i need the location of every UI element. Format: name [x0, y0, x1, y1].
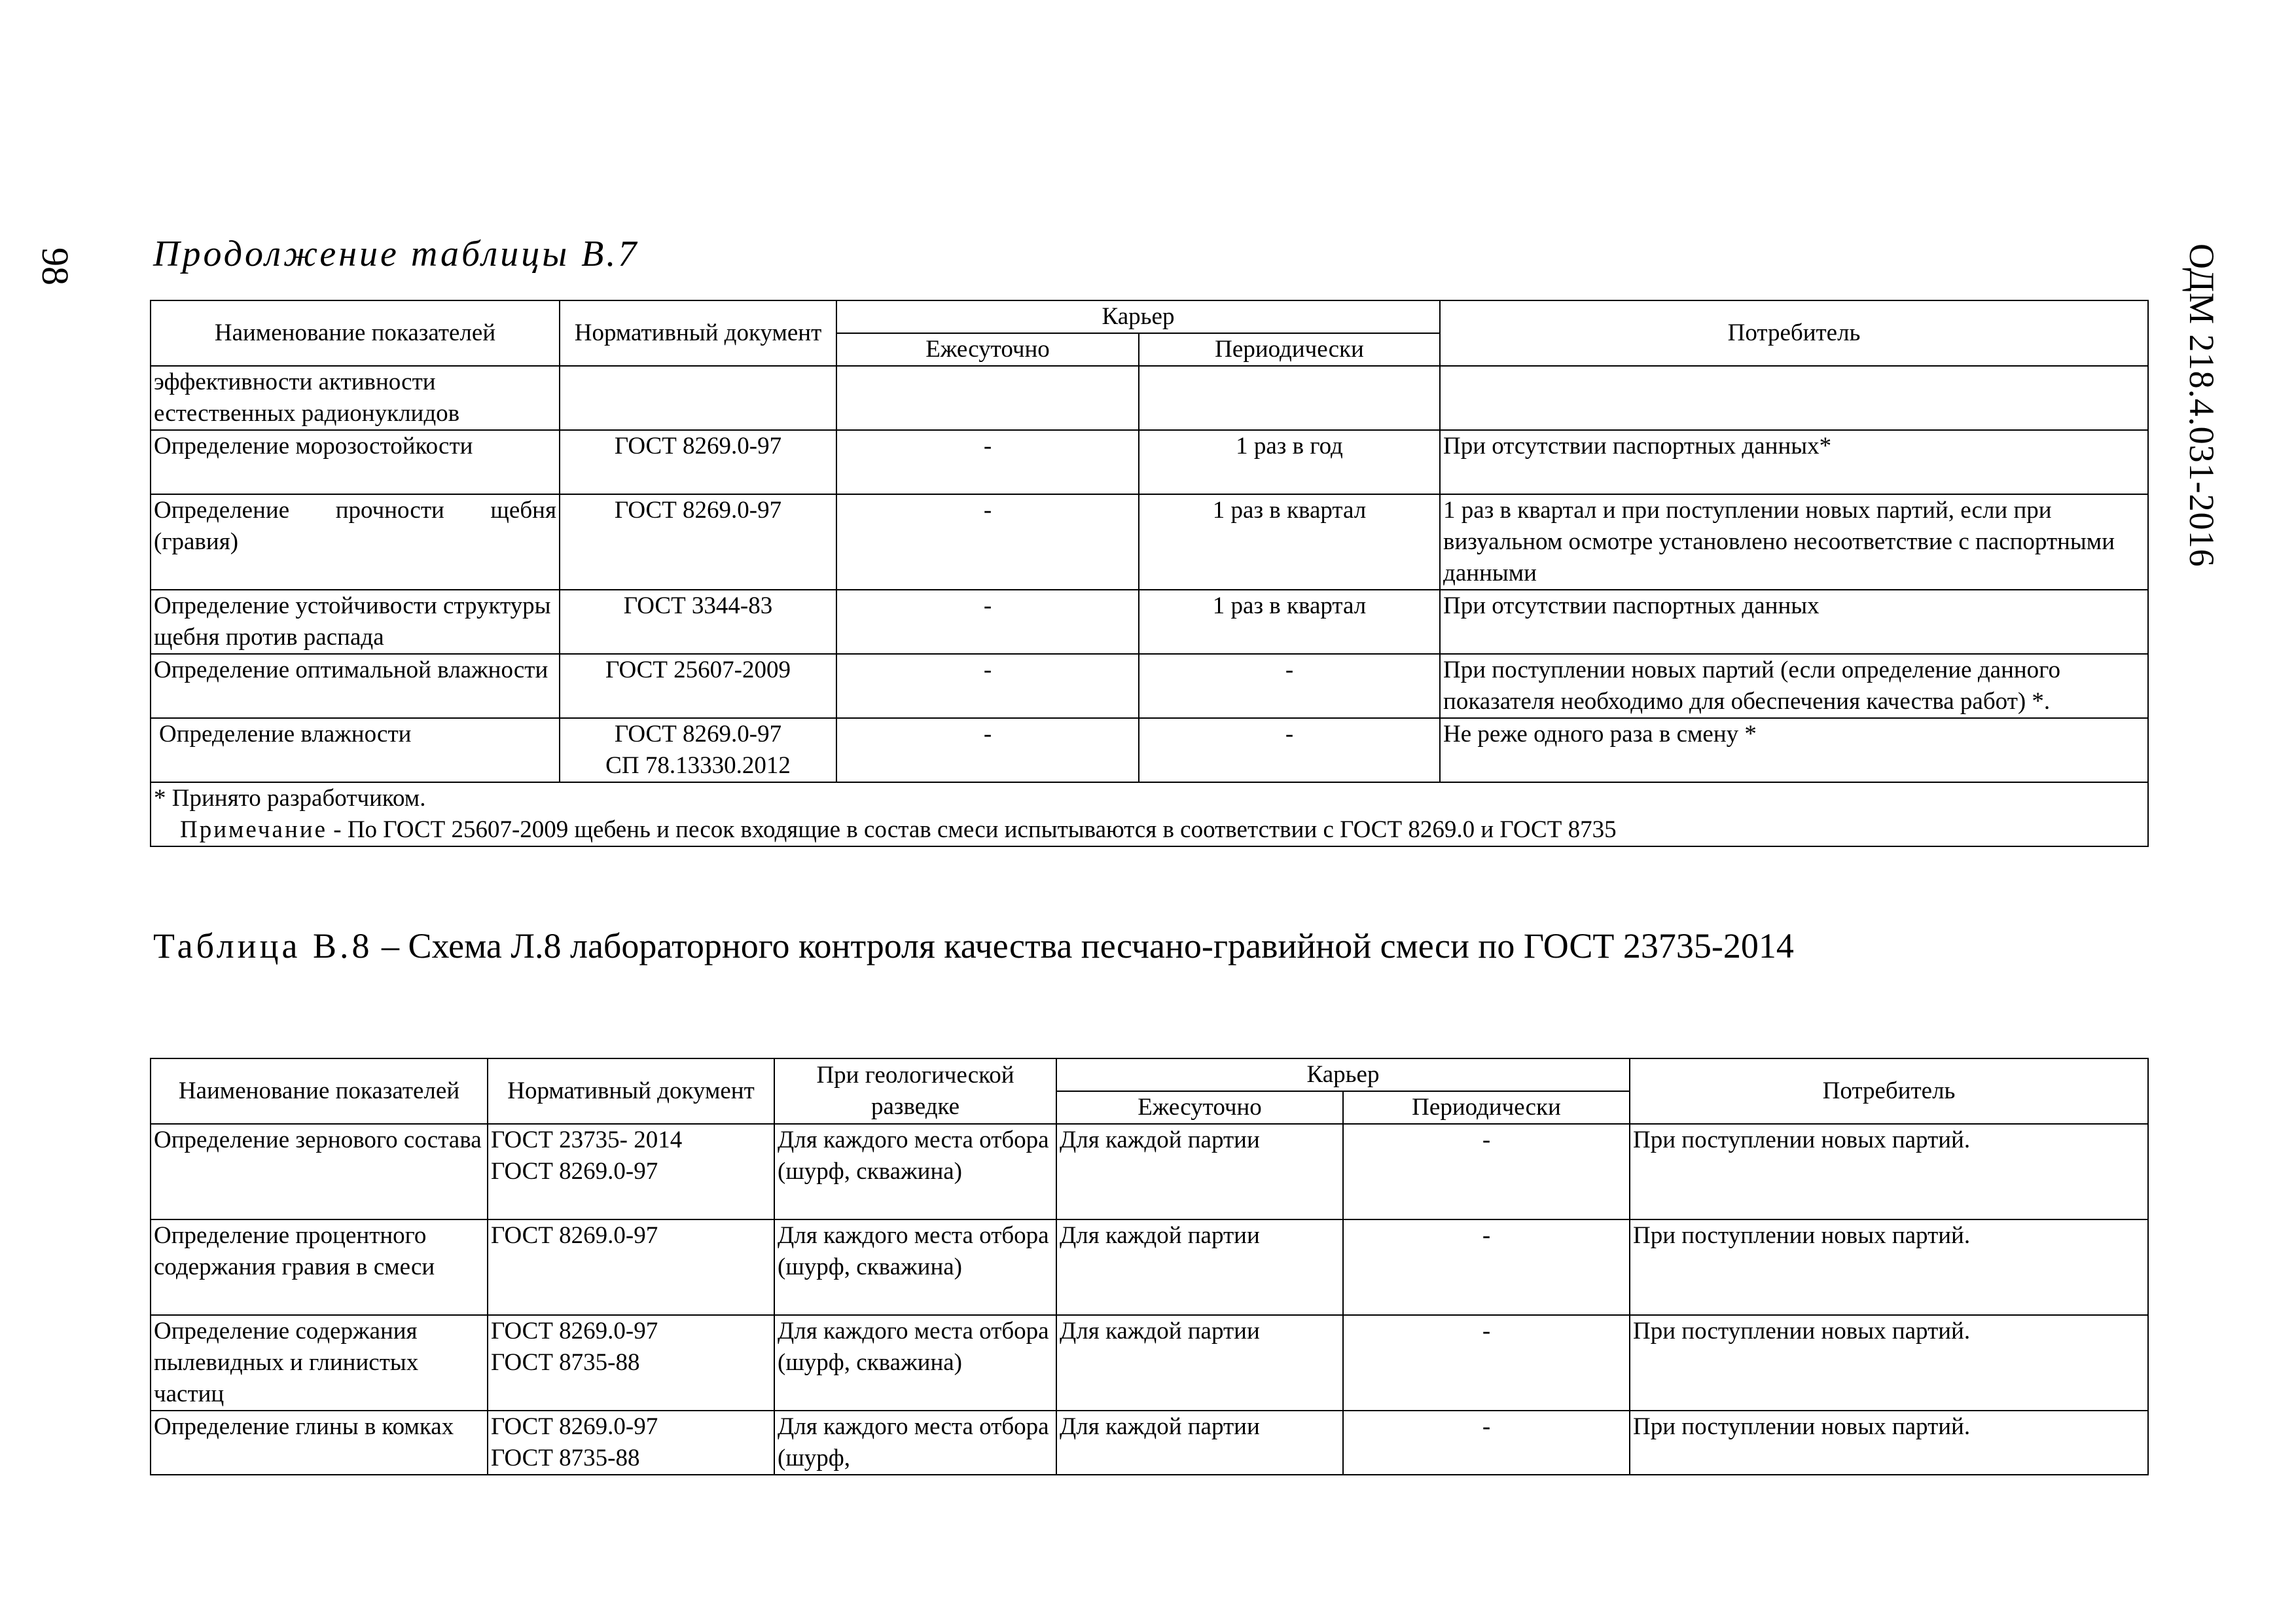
cell-geo: Для каждого места отбора (шурф,: [774, 1411, 1056, 1475]
note-label: Примечание: [180, 816, 327, 843]
table-row: [151, 366, 2148, 430]
note-text: - По ГОСТ 25607-2009 щебень и песок входящие в состав смеси испытываются в соответствии с ГОСТ 8269.0 и ГОСТ 8735: [327, 816, 1617, 843]
cell-doc: ГОСТ 25607-2009: [560, 654, 836, 718]
page-number: 98: [34, 247, 77, 285]
doc-line-1: ГОСТ 8269.0-97: [491, 1222, 658, 1249]
cell-consumer: При отсутствии паспортных данных*: [1440, 430, 2148, 494]
cell-daily: Для каждой партии: [1056, 1219, 1343, 1315]
doc-line-1: ГОСТ 8269.0-97: [491, 1318, 658, 1344]
cell-doc: [488, 1124, 774, 1219]
cell-daily: Для каждой партии: [1056, 1124, 1343, 1219]
cell-periodic: -: [1343, 1124, 1630, 1219]
table-row: [151, 1315, 2148, 1411]
cell-daily: Для каждой партии: [1056, 1411, 1343, 1475]
table-row: [151, 718, 2148, 782]
header-geo: При геологической разведке: [774, 1058, 1056, 1124]
cell-daily: -: [836, 430, 1139, 494]
cell-consumer: [1440, 366, 2148, 430]
table-b8: [150, 1058, 2149, 1475]
caption-text: – Схема Л.8 лабораторного контроля качества песчано-гравийной смеси по ГОСТ 23735-2014: [372, 926, 1794, 965]
cell-daily: [836, 366, 1139, 430]
note: [154, 814, 2145, 846]
cell-name: Определение глины в комках: [151, 1411, 488, 1475]
cell-daily: -: [836, 494, 1139, 590]
table-row: [151, 590, 2148, 654]
cell-name: Определение влажности: [151, 718, 560, 782]
cell-daily: -: [836, 590, 1139, 654]
footnote: * Принято разработчиком.: [154, 785, 426, 812]
cell-doc: ГОСТ 8269.0-97: [560, 494, 836, 590]
document-code: ОДМ 218.4.031-2016: [2182, 244, 2221, 568]
doc-line-1: ГОСТ 23735- 2014: [491, 1127, 683, 1153]
cell-name: Определение прочности щебня (гравия): [151, 494, 560, 590]
cell-name: Определение содержания пылевидных и глинистых частиц: [151, 1315, 488, 1411]
cell-name: Определение морозостойкости: [151, 430, 560, 494]
table-row: [151, 1411, 2148, 1475]
cell-doc: ГОСТ 8269.0-97: [560, 430, 836, 494]
table-b7: [150, 300, 2149, 847]
header-name: Наименование показателей: [151, 300, 560, 366]
header-periodic: Периодически: [1343, 1091, 1630, 1124]
cell-doc: [488, 1315, 774, 1411]
cell-consumer: При поступлении новых партий.: [1630, 1411, 2148, 1475]
table-row: [151, 494, 2148, 590]
table-row: [151, 654, 2148, 718]
cell-daily: Для каждой партии: [1056, 1315, 1343, 1411]
header-quarry: Карьер: [1056, 1058, 1630, 1091]
header-consumer: Потребитель: [1630, 1058, 2148, 1124]
header-daily: Ежесуточно: [1056, 1091, 1343, 1124]
cell-name: Определение устойчивости структуры щебня против распада: [151, 590, 560, 654]
header-quarry: Карьер: [836, 300, 1440, 333]
doc-line-2: ГОСТ 8735-88: [491, 1349, 640, 1376]
cell-doc: [488, 1219, 774, 1315]
header-daily: Ежесуточно: [836, 333, 1139, 366]
cell-doc: ГОСТ 3344-83: [560, 590, 836, 654]
cell-daily: -: [836, 718, 1139, 782]
cell-consumer: Не реже одного раза в смену *: [1440, 718, 2148, 782]
cell-doc: [488, 1411, 774, 1475]
header-consumer: Потребитель: [1440, 300, 2148, 366]
doc-line-2: ГОСТ 8735-88: [491, 1445, 640, 1471]
cell-name: Определение оптимальной влажности: [151, 654, 560, 718]
continuation-title: Продолжение таблицы В.7: [153, 234, 639, 274]
cell-name: эффективности активности естественных радионуклидов: [151, 366, 560, 430]
cell-periodic: 1 раз в год: [1139, 430, 1440, 494]
cell-name: Определение процентного содержания гравия в смеси: [151, 1219, 488, 1315]
doc-line-1: ГОСТ 8269.0-97: [491, 1413, 658, 1440]
cell-periodic: 1 раз в квартал: [1139, 590, 1440, 654]
cell-periodic: -: [1343, 1219, 1630, 1315]
cell-doc: [560, 718, 836, 782]
table-row: [151, 1219, 2148, 1315]
header-doc: Нормативный документ: [560, 300, 836, 366]
cell-consumer: При поступлении новых партий.: [1630, 1124, 2148, 1219]
cell-consumer: При поступлении новых партий.: [1630, 1315, 2148, 1411]
cell-geo: Для каждого места отбора (шурф, скважина): [774, 1124, 1056, 1219]
cell-consumer: При поступлении новых партий (если определение данного показателя необходимо для обеспечения качества работ) *.: [1440, 654, 2148, 718]
cell-periodic: [1139, 366, 1440, 430]
header-periodic: Периодически: [1139, 333, 1440, 366]
notes-row: [151, 782, 2148, 846]
cell-name: Определение зернового состава: [151, 1124, 488, 1219]
cell-periodic: -: [1343, 1411, 1630, 1475]
doc-line-1: ГОСТ 8269.0-97: [614, 721, 782, 748]
cell-periodic: -: [1139, 654, 1440, 718]
cell-geo: Для каждого места отбора (шурф, скважина): [774, 1219, 1056, 1315]
cell-consumer: При отсутствии паспортных данных: [1440, 590, 2148, 654]
cell-periodic: -: [1139, 718, 1440, 782]
cell-consumer: При поступлении новых партий.: [1630, 1219, 2148, 1315]
notes-cell: [151, 782, 2148, 846]
cell-daily: -: [836, 654, 1139, 718]
cell-doc: [560, 366, 836, 430]
table-row: [151, 430, 2148, 494]
table-row: [151, 1124, 2148, 1219]
cell-geo: Для каждого места отбора (шурф, скважина): [774, 1315, 1056, 1411]
header-doc: Нормативный документ: [488, 1058, 774, 1124]
cell-periodic: -: [1343, 1315, 1630, 1411]
caption-lead: Таблица В.8: [153, 926, 373, 965]
header-name: Наименование показателей: [151, 1058, 488, 1124]
cell-consumer: 1 раз в квартал и при поступлении новых партий, если при визуальном осмотре установлено несоответствие с паспортными данными: [1440, 494, 2148, 590]
doc-line-2: ГОСТ 8269.0-97: [491, 1158, 658, 1185]
table-b8-caption: [153, 926, 1794, 966]
cell-periodic: 1 раз в квартал: [1139, 494, 1440, 590]
doc-line-2: СП 78.13330.2012: [605, 752, 791, 779]
